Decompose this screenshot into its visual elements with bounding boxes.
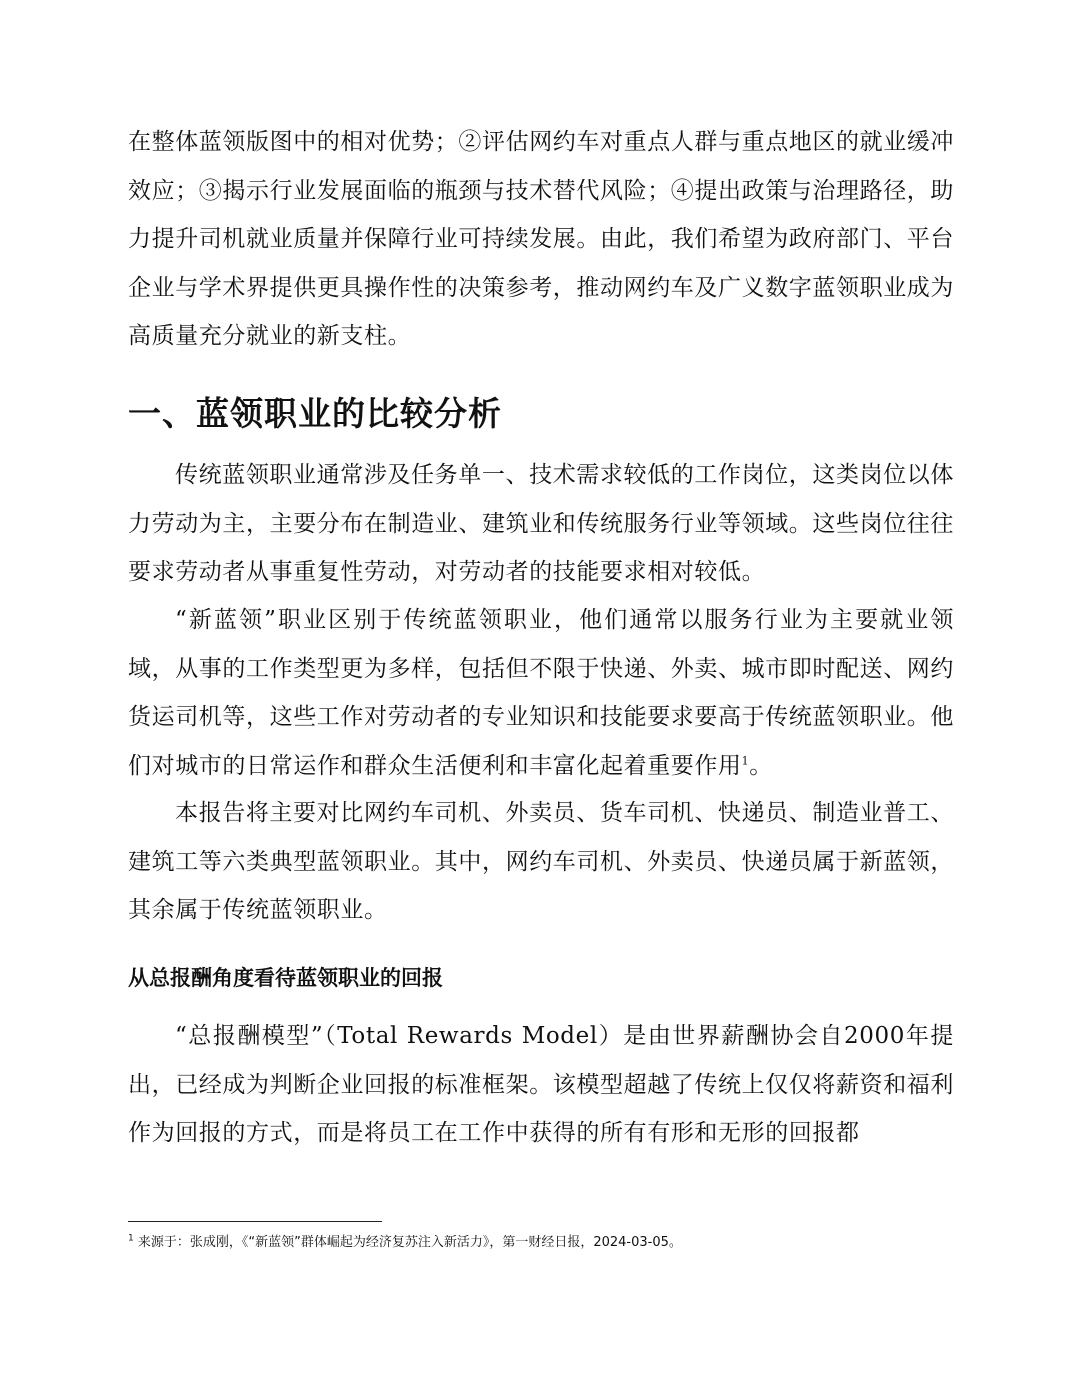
footnote-text: 来源于：张成刚，《“新蓝领”群体崛起为经济复苏注入新活力》，第一财经日报，2024-03-05。 <box>137 1235 682 1250</box>
subsection-heading: 从总报酬角度看待蓝领职业的回报 <box>128 966 443 990</box>
paragraph-total-rewards: “总报酬模型”（Total Rewards Model）是由世界薪酬协会自2000年提出，已经成为判断企业回报的标准框架。该模型超越了传统上仅仅将薪资和福利作为回报的方式，而是将员工在工作中获得的所有有形和无形的回报都 <box>128 1023 954 1146</box>
paragraph-new-blue-collar-text: “新蓝领”职业区别于传统蓝领职业，他们通常以服务行业为主要就业领域，从事的工作类型更为多样，包括但不限于快递、外卖、城市即时配送、网约货运司机等，这些工作对劳动者的专业知识和技能要求要高于传统蓝领职业。他们对城市的日常运作和群众生活便利和丰富化起着重要作用 <box>128 607 954 779</box>
paragraph-report-scope: 本报告将主要对比网约车司机、外卖员、货车司机、快递员、制造业普工、建筑工等六类典型蓝领职业。其中，网约车司机、外卖员、快递员属于新蓝领，其余属于传统蓝领职业。 <box>128 800 954 923</box>
intro-paragraph: 在整体蓝领版图中的相对优势；②评估网约车对重点人群与重点地区的就业缓冲效应；③揭示行业发展面临的瓶颈与技术替代风险；④提出政策与治理路径，助力提升司机就业质量并保障行业可持续发展。由此，我们希望为政府部门、平台企业与学术界提供更具操作性的决策参考，推动网约车及广义数字蓝领职业成为高质量充分就业的新支柱。 <box>128 129 954 349</box>
paragraph-traditional-blue-collar: 传统蓝领职业通常涉及任务单一、技术需求较低的工作岗位，这类岗位以体力劳动为主，主要分布在制造业、建筑业和传统服务行业等领域。这些岗位往往要求劳动者从事重复性劳动，对劳动者的技能要求相对较低。 <box>128 462 954 585</box>
paragraph-end-punctuation: 。 <box>749 752 773 779</box>
footnote-divider <box>128 1221 382 1222</box>
paragraph-new-blue-collar <box>128 596 954 790</box>
section-heading: 一、蓝领职业的比较分析 <box>128 394 502 433</box>
footnote-number: 1 <box>128 1233 134 1244</box>
footnote-reference[interactable]: 1 <box>741 753 750 767</box>
footnote <box>128 1232 682 1254</box>
